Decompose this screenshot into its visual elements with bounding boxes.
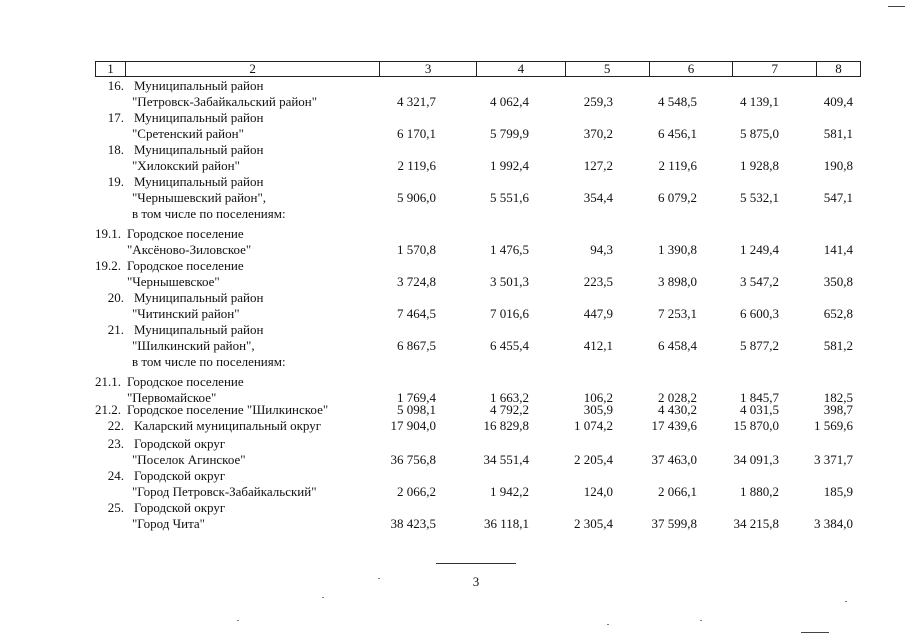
value-cell: 6 455,4 xyxy=(490,338,529,353)
value-cell: 127,2 xyxy=(583,158,613,173)
corner-mark xyxy=(888,6,905,7)
value-cell: 37 599,8 xyxy=(651,516,697,531)
value-cell: 4 031,5 xyxy=(740,402,779,417)
value-cell: 6 079,2 xyxy=(658,190,697,205)
row-name-continuation: "Шилкинский район", xyxy=(132,338,255,353)
row-name-continuation: "Чернышевское" xyxy=(127,274,220,289)
value-cell: 5 906,0 xyxy=(397,190,436,205)
scan-speck xyxy=(237,620,239,621)
row-number: 16. xyxy=(107,78,124,93)
value-cell: 1 570,8 xyxy=(397,242,436,257)
header-col-1: 1 xyxy=(96,62,126,76)
value-cell: 36 118,1 xyxy=(483,516,529,531)
value-cell: 1 880,2 xyxy=(740,484,779,499)
value-cell: 1 942,2 xyxy=(490,484,529,499)
row-name-continuation: "Первомайское" xyxy=(127,390,217,405)
row-name-continuation: "Чернышевский район", xyxy=(132,190,267,205)
value-cell: 5 877,2 xyxy=(740,338,779,353)
value-cell: 7 016,6 xyxy=(490,306,529,321)
footer-rule xyxy=(436,563,516,564)
value-cell: 1 074,2 xyxy=(574,418,613,433)
value-cell: 6 456,1 xyxy=(658,126,697,141)
value-cell: 17 439,6 xyxy=(651,418,697,433)
value-cell: 5 875,0 xyxy=(740,126,779,141)
value-cell: 1 663,2 xyxy=(490,390,529,405)
row-name-continuation: "Город Петровск-Забайкальский" xyxy=(132,484,317,499)
row-number: 20. xyxy=(107,290,124,305)
row-number: 17. xyxy=(107,110,124,125)
row-name-continuation: в том числе по поселениям: xyxy=(132,206,286,221)
value-cell: 6 600,3 xyxy=(740,306,779,321)
value-cell: 141,4 xyxy=(823,242,853,257)
value-cell: 5 098,1 xyxy=(397,402,436,417)
row-number: 19.1. xyxy=(95,226,121,241)
value-cell: 259,3 xyxy=(583,94,613,109)
value-cell: 3 724,8 xyxy=(397,274,436,289)
header-col-6: 6 xyxy=(650,62,734,76)
value-cell: 16 829,8 xyxy=(483,418,529,433)
value-cell: 4 430,2 xyxy=(658,402,697,417)
value-cell: 350,8 xyxy=(823,274,853,289)
header-col-8: 8 xyxy=(835,61,842,76)
row-name-line: Городское поселение xyxy=(127,374,244,389)
value-cell: 185,9 xyxy=(823,484,853,499)
row-name-continuation: "Петровск-Забайкальский район" xyxy=(132,94,318,109)
value-cell: 124,0 xyxy=(583,484,613,499)
value-cell: 223,5 xyxy=(583,274,613,289)
scan-speck xyxy=(322,597,324,598)
row-name-continuation: "Аксёново-Зиловское" xyxy=(127,242,252,257)
row-name-line: Городское поселение xyxy=(127,258,244,273)
value-cell: 305,9 xyxy=(583,402,613,417)
value-cell: 34 091,3 xyxy=(733,452,779,467)
row-name-line: Городское поселение "Шилкинское" xyxy=(127,402,329,417)
value-cell: 1 769,4 xyxy=(397,390,436,405)
row-number: 24. xyxy=(107,468,124,483)
scan-speck xyxy=(700,620,702,621)
row-name-line: Муниципальный район xyxy=(134,78,264,93)
value-cell: 2 119,6 xyxy=(397,158,436,173)
row-name-continuation: "Хилокский район" xyxy=(132,158,240,173)
row-number: 21. xyxy=(107,322,124,337)
value-cell: 547,1 xyxy=(823,190,853,205)
value-cell: 6 170,1 xyxy=(397,126,436,141)
value-cell: 4 792,2 xyxy=(490,402,529,417)
value-cell: 370,2 xyxy=(583,126,613,141)
scan-mark xyxy=(801,632,829,633)
column-number-header xyxy=(95,61,861,77)
row-name-line: Каларский муниципальный округ xyxy=(134,418,322,433)
value-cell: 1 928,8 xyxy=(740,158,779,173)
value-cell: 6 458,4 xyxy=(658,338,697,353)
row-name-line: Муниципальный район xyxy=(134,142,264,157)
value-cell: 2 205,4 xyxy=(574,452,613,467)
value-cell: 398,7 xyxy=(823,402,853,417)
value-cell: 15 870,0 xyxy=(733,418,779,433)
value-cell: 37 463,0 xyxy=(651,452,697,467)
scan-speck xyxy=(378,578,380,579)
value-cell: 5 551,6 xyxy=(490,190,529,205)
value-cell: 1 992,4 xyxy=(490,158,529,173)
row-name-line: Городское поселение xyxy=(127,226,244,241)
row-number: 25. xyxy=(107,500,124,515)
page-number: 3 xyxy=(472,574,480,589)
value-cell: 3 501,3 xyxy=(490,274,529,289)
value-cell: 2 066,2 xyxy=(397,484,436,499)
value-cell: 94,3 xyxy=(590,242,613,257)
value-cell: 581,1 xyxy=(823,126,853,141)
row-number: 19.2. xyxy=(95,258,121,273)
row-name-line: Муниципальный район xyxy=(134,322,264,337)
value-cell: 3 371,7 xyxy=(814,452,853,467)
row-number: 18. xyxy=(107,142,124,157)
value-cell: 652,8 xyxy=(823,306,853,321)
value-cell: 34 215,8 xyxy=(733,516,779,531)
row-name-line: Муниципальный район xyxy=(134,174,264,189)
value-cell: 1 569,6 xyxy=(814,418,853,433)
row-name-continuation: "Читинский район" xyxy=(132,306,240,321)
value-cell: 17 904,0 xyxy=(390,418,436,433)
value-cell: 1 845,7 xyxy=(740,390,779,405)
row-name-line: Городской округ xyxy=(134,500,226,515)
value-cell: 581,2 xyxy=(823,338,853,353)
row-number: 22. xyxy=(107,418,124,433)
value-cell: 5 532,1 xyxy=(740,190,779,205)
value-cell: 412,1 xyxy=(583,338,613,353)
row-name-line: Городской округ xyxy=(134,468,226,483)
row-number: 19. xyxy=(107,174,124,189)
value-cell: 3 547,2 xyxy=(740,274,779,289)
value-cell: 2 119,6 xyxy=(658,158,697,173)
value-cell: 1 476,5 xyxy=(490,242,529,257)
value-cell: 4 548,5 xyxy=(658,94,697,109)
value-cell: 2 028,2 xyxy=(658,390,697,405)
value-cell: 34 551,4 xyxy=(483,452,529,467)
row-name-continuation: "Сретенский район" xyxy=(132,126,244,141)
value-cell: 36 756,8 xyxy=(390,452,436,467)
row-name-line: Городской округ xyxy=(134,436,226,451)
value-cell: 3 898,0 xyxy=(658,274,697,289)
header-col-7: 7 xyxy=(733,62,817,76)
value-cell: 2 305,4 xyxy=(574,516,613,531)
value-cell: 6 867,5 xyxy=(397,338,436,353)
header-col-4: 4 xyxy=(477,62,566,76)
value-cell: 5 799,9 xyxy=(490,126,529,141)
value-cell: 4 139,1 xyxy=(740,94,779,109)
value-cell: 38 423,5 xyxy=(390,516,436,531)
header-col-3: 3 xyxy=(380,62,477,76)
row-name-continuation: в том числе по поселениям: xyxy=(132,354,286,369)
value-cell: 3 384,0 xyxy=(814,516,853,531)
header-col-2: 2 xyxy=(126,62,380,76)
value-cell: 4 321,7 xyxy=(397,94,436,109)
value-cell: 1 249,4 xyxy=(740,242,779,257)
scan-speck xyxy=(607,624,609,625)
row-number: 23. xyxy=(107,436,124,451)
value-cell: 354,4 xyxy=(583,190,613,205)
value-cell: 4 062,4 xyxy=(490,94,529,109)
value-cell: 2 066,1 xyxy=(658,484,697,499)
value-cell: 1 390,8 xyxy=(658,242,697,257)
value-cell: 190,8 xyxy=(823,158,853,173)
row-name-line: Муниципальный район xyxy=(134,290,264,305)
row-number: 21.2. xyxy=(95,402,121,417)
row-name-line: Муниципальный район xyxy=(134,110,264,125)
value-cell: 106,2 xyxy=(583,390,613,405)
header-col-5: 5 xyxy=(566,62,650,76)
row-number: 21.1. xyxy=(95,374,121,389)
row-name-continuation: "Город Чита" xyxy=(132,516,205,531)
value-cell: 447,9 xyxy=(583,306,613,321)
value-cell: 182,5 xyxy=(823,390,853,405)
scan-speck xyxy=(845,601,847,602)
value-cell: 7 464,5 xyxy=(397,306,436,321)
value-cell: 409,4 xyxy=(823,94,853,109)
row-name-continuation: "Поселок Агинское" xyxy=(132,452,246,467)
value-cell: 7 253,1 xyxy=(658,306,697,321)
